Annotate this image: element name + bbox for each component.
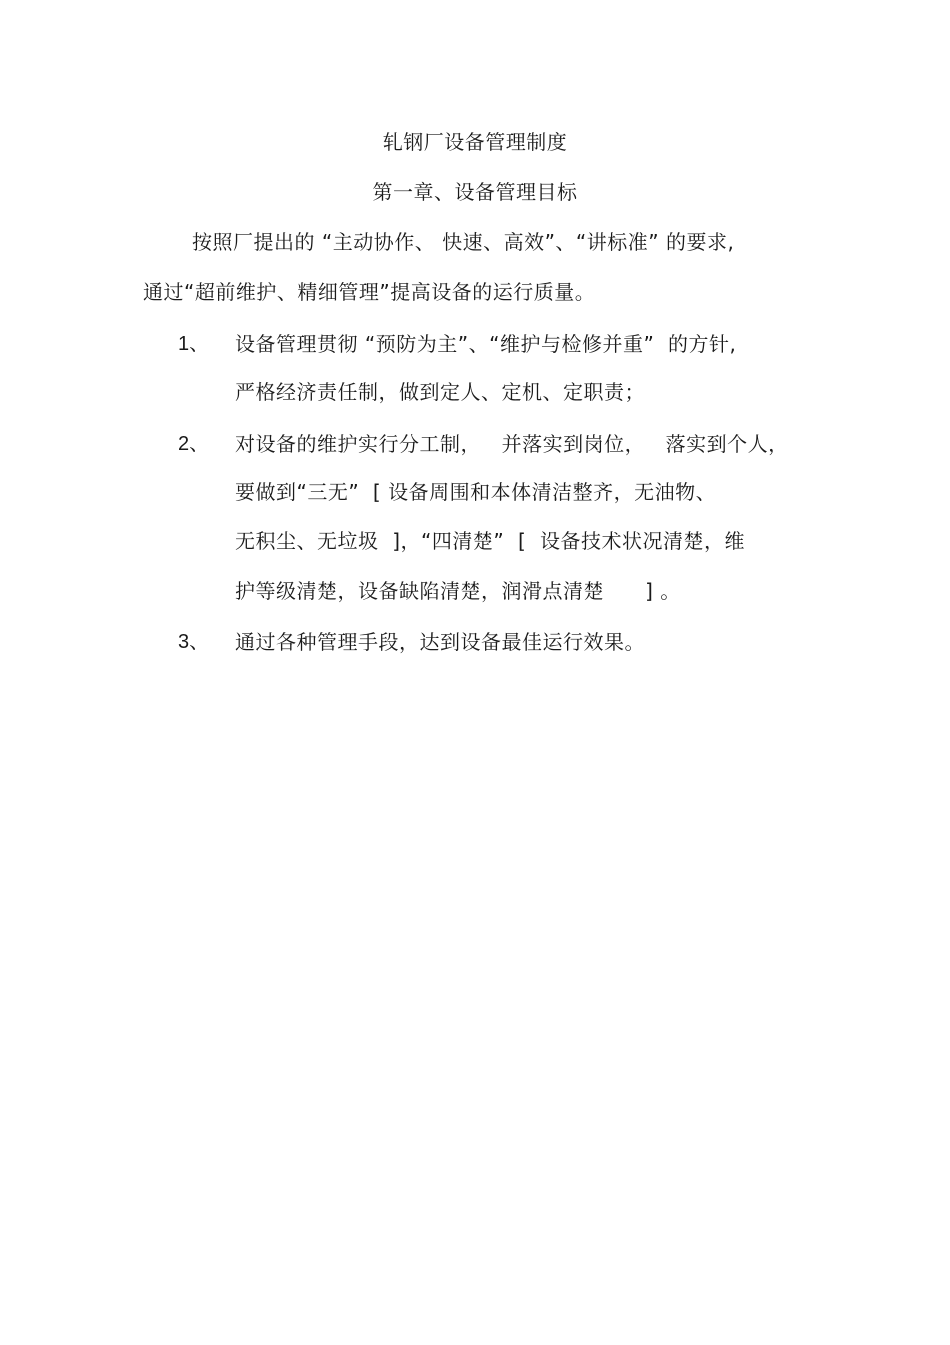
chapter-heading: 第一章、设备管理目标 [372, 180, 578, 204]
list-item-number: 3、 [178, 631, 210, 653]
intro-line-2: 通过“超前维护、精细管理”提高设备的运行质量。 [143, 280, 596, 304]
list-item-line: 对设备的维护实行分工制， 并落实到岗位， 落实到个人， [235, 432, 789, 456]
list-item-line: 要做到“三无” [ 设备周围和本体清洁整齐，无油物、 [235, 480, 717, 504]
intro-line-1: 按照厂提出的 “主动协作、 快速、高效”、“讲标准” 的要求, [192, 230, 735, 254]
list-item-line: 通过各种管理手段，达到设备最佳运行效果。 [235, 630, 645, 654]
list-item-line: 严格经济责任制，做到定人、定机、定职责； [235, 380, 645, 404]
list-item-line: 护等级清楚，设备缺陷清楚，润滑点清楚 ] 。 [235, 579, 681, 603]
document-title: 轧钢厂设备管理制度 [382, 130, 568, 154]
list-item-number: 2、 [178, 433, 210, 455]
list-item-number: 1、 [178, 333, 210, 355]
list-item-line: 设备管理贯彻 “预防为主”、“维护与检修并重” 的方针, [235, 332, 737, 356]
list-item-line: 无积尘、无垃圾 ]，“四清楚” [ 设备技术状况清楚，维 [235, 529, 745, 553]
